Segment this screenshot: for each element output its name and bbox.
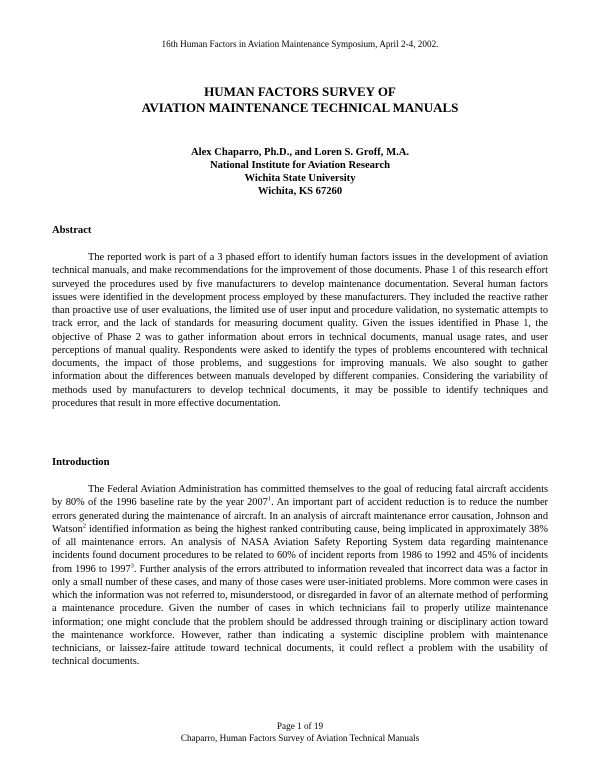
introduction-paragraph bbox=[52, 483, 548, 669]
author-block bbox=[0, 146, 600, 198]
abstract-paragraph: The reported work is part of a 3 phased effort to identify human factors issues in the development of aviation technical manuals, and make recommendations for the improvement of those documents. Phase 1 of this research effort surveyed the procedures used by five manufacturers to develop maintenance documentation. Several human factors issues were identified in the development process employed by these manufacturers. They included the reactive rather than proactive use of user evaluations, the limited use of user input and procedure validation, no systematic attempts to track error, and the lack of standards for measuring document quality. Given the issues identified in Phase 1, the objective of Phase 2 was to gather information about errors in technical documents, manual usage rates, and user perceptions of manual quality. Respondents were asked to identify the types of problems encountered with technical documents, the impact of those problems, and suggestions for improving manuals. We also sought to gather information about the differences between manuals developed by different companies. Considering the variability of methods used by manufacturers to develop technical documents, it may be possible to identify techniques and procedures that result in more effective documentation. bbox=[52, 252, 548, 409]
intro-text-2: . An important part of accident reduction is to reduce the number errors generated during the maintenance of aircraft. In an analysis of aircraft maintenance error causation, Johnson and Watson bbox=[52, 497, 548, 535]
author-institute: National Institute for Aviation Research bbox=[209, 160, 391, 171]
title-line-1: HUMAN FACTORS SURVEY OF bbox=[204, 84, 396, 99]
author-university: Wichita State University bbox=[244, 173, 356, 184]
abstract-heading: Abstract bbox=[52, 225, 92, 236]
title-line-2: AVIATION MAINTENANCE TECHNICAL MANUALS bbox=[141, 100, 459, 115]
intro-text-4: . Further analysis of the errors attributed to information revealed that incorrect data was a factor in only a small number of these cases, and many of those cases were user-initiated problems. More common were cases in which the information was not referred to, misunderstood, or disregarded in favor of an alternate method of performing a maintenance procedure. Given the number of cases in which technicians fail to properly utilize maintenance information; one might conclude that the problem should be addressed through training or disciplinary action toward the maintenance workforce. However, rather than indicating a systemic discipline problem with maintenance technicians, or laissez-faire attitude toward technical documents, it could reflect a problem with the usability of technical documents. bbox=[52, 563, 548, 668]
intro-text-1: The Federal Aviation Administration has committed themselves to the goal of reducing fatal aircraft accidents by 80% of the 1996 baseline rate by the year 2007 bbox=[52, 484, 548, 509]
author-names: Alex Chaparro, Ph.D., and Loren S. Groff, M.A. bbox=[190, 147, 410, 158]
paper-title bbox=[0, 84, 600, 116]
page-number: Page 1 of 19 bbox=[276, 721, 324, 731]
footnote-ref-2: 2 bbox=[82, 522, 87, 530]
footnote-ref-3: 3 bbox=[130, 562, 134, 570]
intro-text-3: identified information as being the highest ranked contributing cause, being implicated in approximately 38% of all maintenance errors. An analysis of NASA Aviation Safety Reporting System data regarding maintenance incidents found document procedures to be related to 60% of incident reports from 1986 to 1992 and 45% of incidents from 1996 to 1997 bbox=[52, 523, 548, 575]
footnote-ref-1: 1 bbox=[267, 495, 272, 503]
author-location: Wichita, KS 67260 bbox=[257, 186, 343, 197]
introduction-heading: Introduction bbox=[52, 457, 110, 468]
running-header: 16th Human Factors in Aviation Maintenance Symposium, April 2-4, 2002. bbox=[161, 39, 439, 49]
running-footer: Chaparro, Human Factors Survey of Aviation Technical Manuals bbox=[180, 733, 420, 743]
